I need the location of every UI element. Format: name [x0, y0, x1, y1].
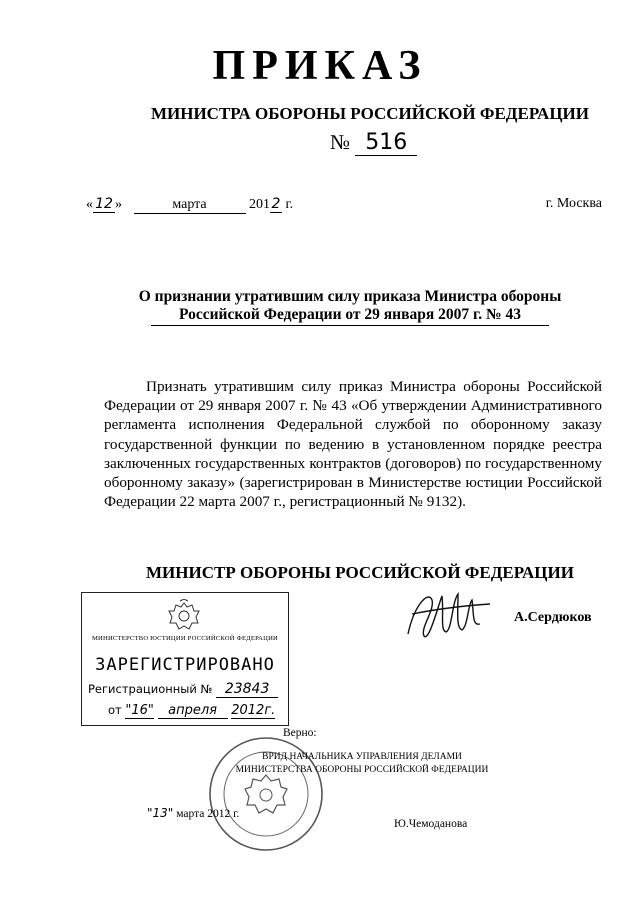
date-year-suffix: 2 — [271, 196, 281, 212]
stamp-date-prefix: от — [108, 703, 122, 717]
order-number — [330, 130, 417, 156]
stamp-reg-number: 23843 — [216, 681, 278, 698]
stamp-reg-date-line — [108, 703, 275, 719]
document-title: ПРИКАЗ — [212, 43, 428, 89]
order-number-prefix: № — [330, 130, 351, 154]
minister-name: А.Сердюков — [514, 610, 592, 625]
date-close-quote: » — [115, 197, 122, 212]
date-month: марта — [134, 197, 246, 214]
minister-signature — [402, 584, 494, 651]
heading-line-2: Российской Федерации от 29 января 2007 г. № 43 — [151, 306, 549, 326]
order-number-value: 516 — [355, 130, 417, 156]
certification-position-line-1: ВРИД НАЧАЛЬНИКА УПРАВЛЕНИЯ ДЕЛАМИ — [262, 752, 462, 762]
date-open-quote: « — [86, 197, 93, 212]
coat-of-arms-icon — [166, 599, 202, 640]
certification-date-day: "13" — [147, 806, 174, 820]
stamp-date-year: 2012г. — [231, 703, 276, 718]
date-year-unit: г. — [285, 197, 294, 212]
stamp-status: ЗАРЕГИСТРИРОВАНО — [95, 655, 275, 675]
order-date — [86, 196, 293, 214]
stamp-reg-number-line — [88, 681, 278, 698]
order-body-paragraph: Признать утратившим силу приказ Министра обороны Российской Федерации от 29 января 2007 г. № 43 «Об утверждении Административного регламента исполнения Федеральной службой по оборонному заказу государственной функции по ведению в установленном порядке реестра заключенных государственных контрактов (договоров) по государственному оборонному заказу» (зарегистрирован в Министерстве юстиции Российской Федерации 22 марта 2007 г., регистрационный № 9132). — [104, 378, 602, 511]
stamp-reg-label: Регистрационный № — [88, 682, 213, 696]
city: г. Москва — [545, 196, 602, 211]
certification-verno: Верно: — [283, 727, 317, 739]
stamp-date-day: "16" — [125, 703, 154, 718]
heading-line-1: О признании утратившим силу приказа Министра обороны — [138, 288, 562, 305]
registration-stamp — [81, 592, 289, 726]
date-day: 12 — [93, 196, 115, 213]
certifier-name: Ю.Чемоданова — [394, 818, 468, 830]
order-heading — [110, 288, 590, 326]
date-year-prefix: 201 — [249, 197, 270, 212]
certification-position-line-2: МИНИСТЕРСТВА ОБОРОНЫ РОССИЙСКОЙ ФЕДЕРАЦИИ — [235, 765, 489, 775]
certification-date — [147, 806, 239, 820]
stamp-date-month: апреля — [158, 703, 228, 719]
document-subtitle: МИНИСТРА ОБОРОНЫ РОССИЙСКОЙ ФЕДЕРАЦИИ — [150, 104, 590, 123]
stamp-ministry: МИНИСТЕРСТВО ЮСТИЦИИ РОССИЙСКОЙ ФЕДЕРАЦИИ — [91, 635, 279, 642]
certification-date-month: марта — [176, 808, 205, 820]
certification-date-year: 2012 г. — [207, 808, 240, 820]
minister-title: МИНИСТР ОБОРОНЫ РОССИЙСКОЙ ФЕДЕРАЦИИ — [146, 563, 574, 582]
